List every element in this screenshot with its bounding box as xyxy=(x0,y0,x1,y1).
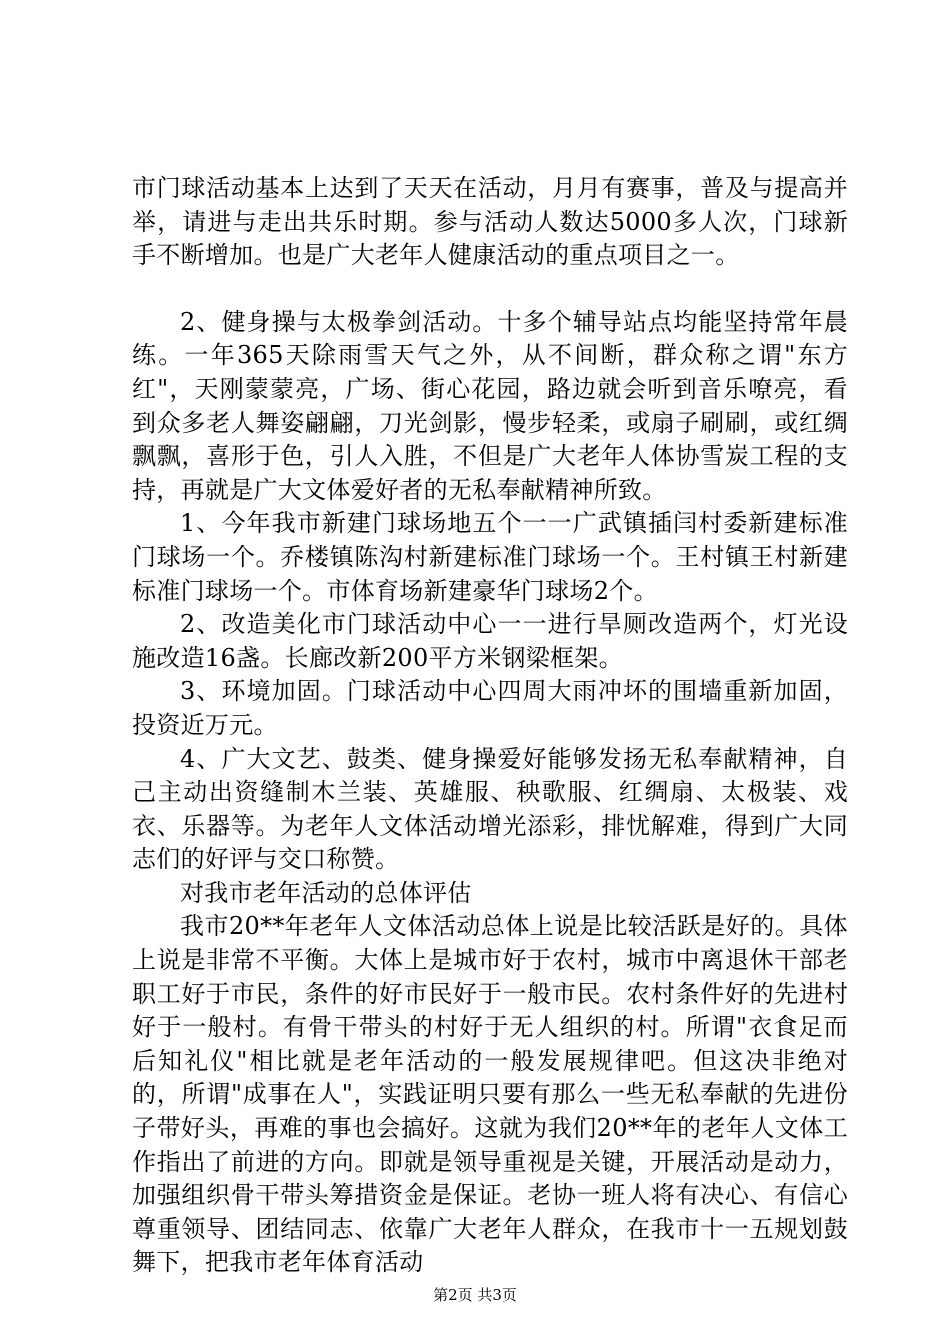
paragraph-2: 2、健身操与太极拳剑活动。十多个辅导站点均能坚持常年晨练。一年365天除雨雪天气之外，从不间断，群众称之谓"东方红"，天刚蒙蒙亮，广场、街心花园，路边就会听到音乐嘹亮，看到众多老人舞姿翩翩，刀光剑影，慢步轻柔，或扇子刷刷，或红绸飘飘，喜形于色，引人入胜，不但是广大老年人体协雪炭工程的支持，再就是广大文体爱好者的无私奉献精神所致。 xyxy=(132,307,848,504)
section-heading: 对我市老年活动的总体评估 xyxy=(180,878,472,907)
paragraph-3: 1、今年我市新建门球场地五个一一广武镇插闫村委新建标准门球场一个。乔楼镇陈沟村新建标准门球场一个。王村镇王村新建标准门球场一个。市体育场新建豪华门球场2个。 xyxy=(132,509,848,605)
document-body xyxy=(132,172,848,1280)
paragraph-5: 3、环境加固。门球活动中心四周大雨冲坏的围墙重新加固，投资近万元。 xyxy=(132,677,848,739)
paragraph-1: 市门球活动基本上达到了天天在活动，月月有赛事，普及与提高并举，请进与走出共乐时期。参与活动人数达5000多人次，门球新手不断增加。也是广大老年人健康活动的重点项目之一。 xyxy=(132,174,848,270)
page-number-footer: 第2页 共3页 xyxy=(433,1286,517,1304)
paragraph-6: 4、广大文艺、鼓类、健身操爱好能够发扬无私奉献精神，自己主动出资缝制木兰装、英雄服、秧歌服、红绸扇、太极装、戏衣、乐器等。为老年人文体活动增光添彩，排忧解难，得到广大同志们的好评与交口称赞。 xyxy=(132,744,848,874)
paragraph-4: 2、改造美化市门球活动中心一一进行旱厕改造两个，灯光设施改造16盏。长廊改新200平方米钢梁框架。 xyxy=(132,610,848,672)
paragraph-7: 我市20**年老年人文体活动总体上说是比较活跃是好的。具体上说是非常不平衡。大体上是城市好于农村，城市中离退休干部老职工好于市民，条件的好市民好于一般市民。农村条件好的先进村好于一般村。有骨干带头的村好于无人组织的村。所谓"衣食足而后知礼仪"相比就是老年活动的一般发展规律吧。但这决非绝对的，所谓"成事在人"，实践证明只要有那么一些无私奉献的先进份子带好头，再难的事也会搞好。这就为我们20**年的老年人文体工作指出了前进的方向。即就是领导重视是关键，开展活动是动力，加强组织骨干带头筹措资金是保证。老协一班人将有决心、有信心尊重领导、团结同志、依靠广大老年人群众，在我市十一五规划鼓舞下，把我市老年体育活动 xyxy=(132,912,848,1277)
